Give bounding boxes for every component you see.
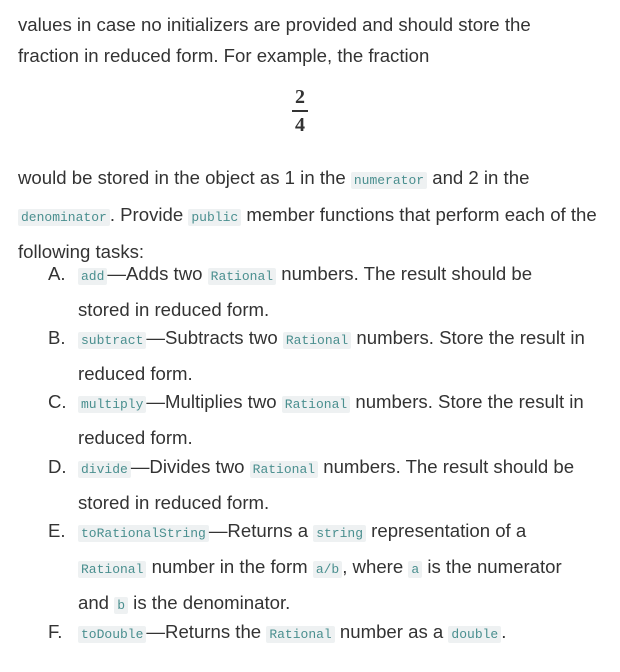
fraction-denominator: 4 bbox=[295, 114, 305, 136]
code-denominator: denominator bbox=[18, 209, 110, 226]
intro-line-1: values in case no initializers are provided and should store the bbox=[18, 14, 531, 35]
item-text: numbers. Store the result in reduced form. bbox=[78, 327, 585, 384]
item-text: numbers. Store the result in reduced form. bbox=[78, 391, 584, 448]
code-a-over-b: a/b bbox=[313, 561, 342, 578]
code-add: add bbox=[78, 268, 107, 285]
item-text: number in the form bbox=[146, 556, 313, 577]
item-text: numbers. The result should be stored in reduced form. bbox=[78, 456, 575, 513]
code-rational: Rational bbox=[266, 626, 334, 643]
para-text: member functions that perform each of the following tasks: bbox=[18, 204, 597, 262]
code-numerator: numerator bbox=[351, 172, 427, 189]
item-text: is the numerator and bbox=[78, 556, 562, 613]
fraction-numerator: 2 bbox=[295, 86, 305, 108]
code-multiply: multiply bbox=[78, 396, 146, 413]
item-text: is the denominator. bbox=[128, 592, 291, 613]
list-marker: F. bbox=[48, 621, 63, 642]
list-marker: E. bbox=[48, 520, 66, 541]
item-text: —Adds two bbox=[107, 263, 208, 284]
code-rational: Rational bbox=[283, 332, 351, 349]
item-text: —Returns the bbox=[146, 621, 267, 642]
list-marker: A. bbox=[48, 263, 66, 284]
item-text: representation of a bbox=[366, 520, 527, 541]
description-paragraph bbox=[18, 161, 608, 269]
item-text: —Divides two bbox=[130, 456, 250, 477]
item-text: —Subtracts two bbox=[146, 327, 283, 348]
code-divide: divide bbox=[78, 461, 131, 478]
list-item-text bbox=[78, 615, 588, 651]
code-rational: Rational bbox=[208, 268, 276, 285]
code-public: public bbox=[188, 209, 241, 226]
code-a: a bbox=[408, 561, 422, 578]
list-item-text bbox=[78, 450, 588, 519]
code-to-double: toDouble bbox=[78, 626, 146, 643]
item-text: —Returns a bbox=[208, 520, 314, 541]
item-text: number as a bbox=[334, 621, 449, 642]
code-rational: Rational bbox=[78, 561, 146, 578]
code-string: string bbox=[313, 525, 366, 542]
item-text: . bbox=[501, 621, 507, 642]
code-double: double bbox=[448, 626, 501, 643]
item-text: —Multiplies two bbox=[146, 391, 282, 412]
intro-line-2: fraction in reduced form. For example, the fraction bbox=[18, 45, 430, 66]
example-fraction bbox=[290, 86, 310, 136]
code-rational: Rational bbox=[250, 461, 318, 478]
list-item-text bbox=[78, 257, 588, 326]
list-item-text bbox=[78, 514, 588, 622]
code-rational: Rational bbox=[282, 396, 350, 413]
list-marker: C. bbox=[48, 391, 67, 412]
code-to-rational-string: toRationalString bbox=[78, 525, 209, 542]
item-text: numbers. The result should be stored in reduced form. bbox=[78, 263, 533, 320]
intro-paragraph bbox=[18, 9, 608, 71]
para-text: and 2 in the bbox=[427, 167, 530, 188]
item-text: , where bbox=[342, 556, 409, 577]
code-b: b bbox=[114, 597, 128, 614]
list-item-text bbox=[78, 321, 588, 390]
list-item-text bbox=[78, 385, 588, 454]
list-marker: D. bbox=[48, 456, 67, 477]
para-text: would be stored in the object as 1 in the bbox=[18, 167, 351, 188]
fraction-bar bbox=[292, 110, 308, 112]
para-text: . Provide bbox=[109, 204, 189, 225]
list-marker: B. bbox=[48, 327, 66, 348]
code-subtract: subtract bbox=[78, 332, 146, 349]
